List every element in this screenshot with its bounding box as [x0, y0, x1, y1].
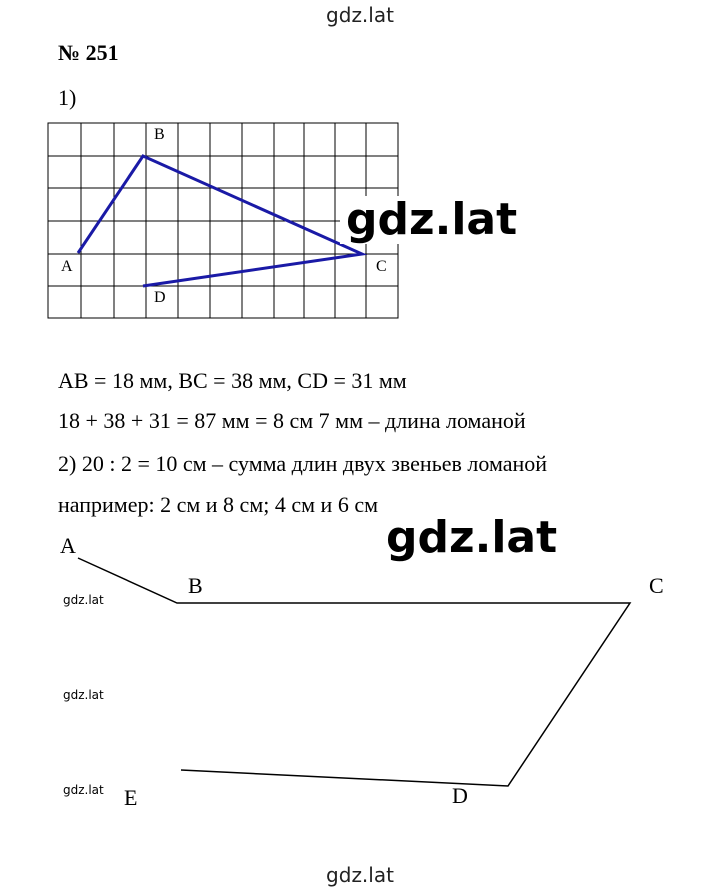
watermark-top: gdz.lat	[326, 3, 394, 27]
broken-line-abcde	[78, 558, 630, 786]
point-label-d: D	[154, 289, 166, 306]
point-label-e2: E	[124, 785, 138, 810]
point-label-c2: C	[649, 573, 664, 598]
watermark-big-1: gdz.lat	[340, 196, 523, 244]
point-label-b: B	[154, 126, 165, 143]
watermark-bottom: gdz.lat	[326, 863, 394, 887]
point-label-b2: B	[188, 573, 203, 598]
part2-example: например: 2 см и 8 см; 4 см и 6 см	[58, 492, 378, 517]
point-label-a2: A	[60, 533, 76, 558]
watermark-big-2: gdz.lat	[380, 514, 563, 562]
watermark-small-1: gdz.lat	[63, 593, 104, 607]
point-label-d2: D	[452, 783, 468, 808]
part2-sum: 2) 20 : 2 = 10 см – сумма длин двух звеньев ломаной	[58, 451, 548, 476]
watermark-small-2: gdz.lat	[63, 688, 104, 702]
total-length: 18 + 38 + 31 = 87 мм = 8 см 7 мм – длина ломаной	[58, 408, 526, 433]
point-label-c: C	[376, 258, 387, 275]
segment-lengths: AB = 18 мм, BC = 38 мм, CD = 31 мм	[58, 368, 407, 393]
watermark-small-3: gdz.lat	[63, 783, 104, 797]
part1-label: 1)	[58, 85, 77, 110]
point-label-a: A	[61, 258, 73, 275]
task-number: № 251	[58, 40, 119, 65]
